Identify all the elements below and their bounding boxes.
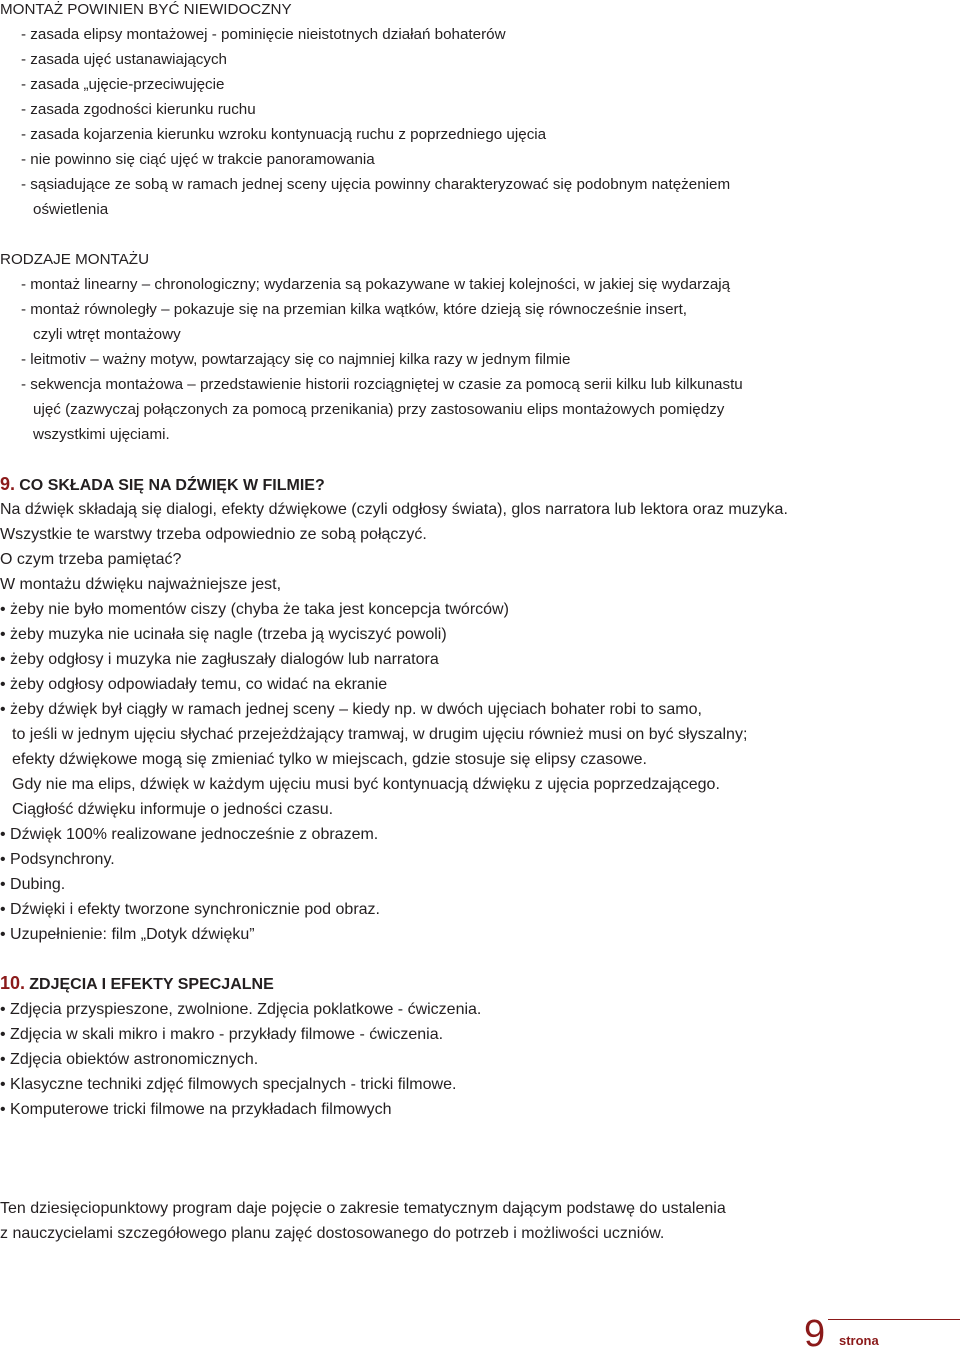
footer-rule (828, 1319, 960, 1320)
bullet-item: • Dubing. (0, 876, 66, 893)
section-heading: CO SKŁADA SIĘ NA DŹWIĘK W FILMIE? (19, 477, 325, 494)
paragraph-line: Wszystkie te warstwy trzeba odpowiednio ze sobą połączyć. (0, 526, 427, 543)
page-label: strona (839, 1333, 879, 1348)
section-number: 10. (0, 973, 26, 993)
list-item: - zasada ujęć ustanawiających (21, 51, 227, 68)
bullet-item: • żeby odgłosy odpowiadały temu, co widać na ekranie (0, 676, 388, 693)
list-item: - leitmotiv – ważny motyw, powtarzający się co najmniej kilka razy w jednym filmie (21, 351, 571, 368)
section-heading: MONTAŻ POWINIEN BYĆ NIEWIDOCZNY (0, 1, 292, 18)
list-item: - sąsiadujące ze sobą w ramach jednej sceny ujęcia powinny charakteryzować się podobnym natężeniem (21, 176, 731, 193)
list-item: wszystkimi ujęciami. (33, 426, 170, 443)
bullet-item: • żeby odgłosy i muzyka nie zagłuszały dialogów lub narratora (0, 651, 439, 668)
bullet-continuation: efekty dźwiękowe mogą się zmieniać tylko w miejscach, gdzie stosuje się elipsy czasowe. (12, 751, 647, 768)
bullet-item: • Komputerowe tricki filmowe na przykładach filmowych (0, 1101, 392, 1118)
bullet-item: • żeby nie było momentów ciszy (chyba że taka jest koncepcja twórców) (0, 601, 509, 618)
bullet-item: • Zdjęcia w skali mikro i makro - przykłady filmowe - ćwiczenia. (0, 1026, 444, 1043)
bullet-item: • Dźwięk 100% realizowane jednocześnie z obrazem. (0, 826, 379, 843)
bullet-continuation: Ciągłość dźwięku informuje o jedności czasu. (12, 801, 334, 818)
bullet-item: • Zdjęcia obiektów astronomicznych. (0, 1051, 259, 1068)
bullet-item: • Dźwięki i efekty tworzone synchronicznie pod obraz. (0, 901, 380, 918)
list-item: - zasada zgodności kierunku ruchu (21, 101, 256, 118)
closing-line: z nauczycielami szczegółowego planu zajęć dostosowanego do potrzeb i możliwości uczniów. (0, 1225, 665, 1242)
bullet-item: • Podsynchrony. (0, 851, 115, 868)
section-number: 9. (0, 474, 16, 494)
list-item: czyli wtręt montażowy (33, 326, 181, 343)
bullet-item: • żeby muzyka nie ucinała się nagle (trzeba ją wyciszyć powoli) (0, 626, 447, 643)
bullet-item: • Klasyczne techniki zdjęć filmowych specjalnych - tricki filmowe. (0, 1076, 457, 1093)
list-item: - zasada kojarzenia kierunku wzroku kontynuacją ruchu z poprzedniego ujęcia (21, 126, 547, 143)
list-item: - zasada „ujęcie-przeciwujęcie (21, 76, 225, 93)
section-title (0, 973, 274, 995)
paragraph-line: O czym trzeba pamiętać? (0, 551, 182, 568)
bullet-continuation: to jeśli w jednym ujęciu słychać przejeżdżający tramwaj, w drugim ujęciu również musi on być słyszalny; (12, 726, 748, 743)
list-item: - zasada elipsy montażowej - pominięcie nieistotnych działań bohaterów (21, 26, 506, 43)
paragraph-line: Na dźwięk składają się dialogi, efekty dźwiękowe (czyli odgłosy świata), glos narratora lub lektora oraz muzyka. (0, 501, 788, 518)
bullet-item: • Zdjęcia przyspieszone, zwolnione. Zdjęcia poklatkowe - ćwiczenia. (0, 1001, 482, 1018)
page-number: 9 (804, 1313, 826, 1355)
paragraph-line: W montażu dźwięku najważniejsze jest, (0, 576, 282, 593)
list-item: oświetlenia (33, 201, 109, 218)
closing-line: Ten dziesięciopunktowy program daje pojęcie o zakresie tematycznym dającym podstawę do ustalenia (0, 1200, 726, 1217)
bullet-item: • Uzupełnienie: film „Dotyk dźwięku” (0, 926, 255, 943)
section-heading: ZDJĘCIA I EFEKTY SPECJALNE (29, 976, 274, 993)
bullet-item: • żeby dźwięk był ciągły w ramach jednej sceny – kiedy np. w dwóch ujęciach bohater robi to samo, (0, 701, 702, 718)
section-title (0, 474, 325, 496)
list-item: - montaż linearny – chronologiczny; wydarzenia są pokazywane w takiej kolejności, w jakiej się wydarzają (21, 276, 731, 293)
bullet-continuation: Gdy nie ma elips, dźwięk w każdym ujęciu musi być kontynuacją dźwięku z ujęcia poprzedzającego. (12, 776, 720, 793)
list-item: - montaż równoległy – pokazuje się na przemian kilka wątków, które dzieją się równocześnie insert, (21, 301, 688, 318)
list-item: ujęć (zazwyczaj połączonych za pomocą przenikania) przy zastosowaniu elips montażowych pomiędzy (33, 401, 725, 418)
list-item: - sekwencja montażowa – przedstawienie historii rozciągniętej w czasie za pomocą serii kilku lub kilkunastu (21, 376, 743, 393)
list-item: - nie powinno się ciąć ujęć w trakcie panoramowania (21, 151, 375, 168)
section-heading: RODZAJE MONTAŻU (0, 251, 150, 268)
